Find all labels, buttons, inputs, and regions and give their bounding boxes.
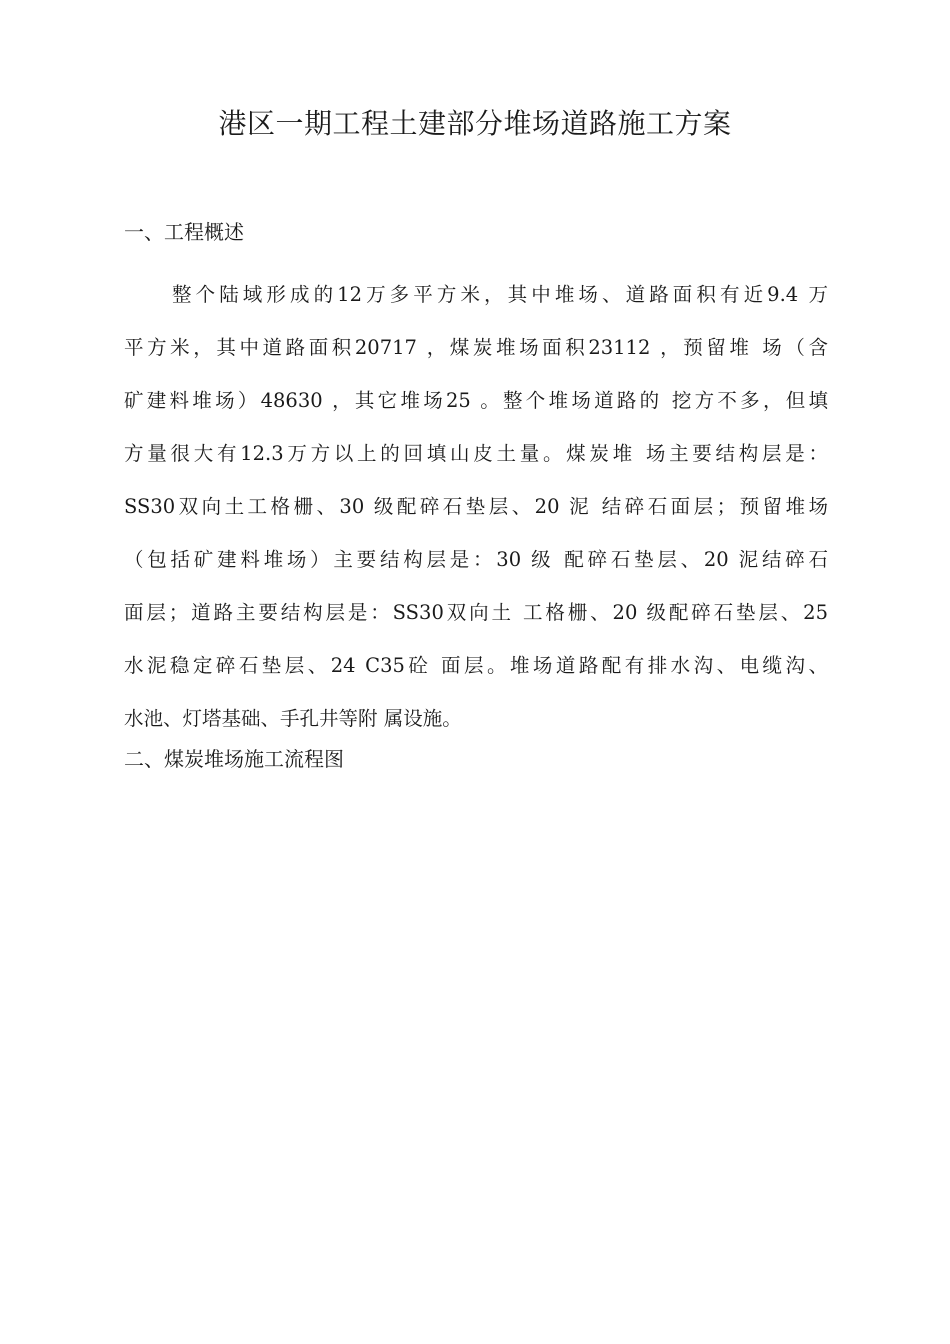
paragraph-line: 水池、灯塔基础、手孔井等附 属设施。 <box>124 707 462 730</box>
paragraph-line: （包括矿建料堆场）主要结构层是：30 级 配碎石垫层、20 泥结碎石 <box>124 548 828 571</box>
paragraph-line: 水泥稳定碎石垫层、24 C35砼 面层。堆场道路配有排水沟、电缆沟、 <box>124 654 828 677</box>
overview-paragraph <box>124 268 828 745</box>
document-title: 港区一期工程土建部分堆场道路施工方案 <box>218 107 732 140</box>
paragraph-line: SS30双向土工格栅、30 级配碎石垫层、20 泥 结碎石面层；预留堆场 <box>124 495 828 518</box>
paragraph-line: 面层；道路主要结构层是：SS30双向土 工格栅、20 级配碎石垫层、25 <box>124 601 828 624</box>
section-heading-overview: 一、工程概述 <box>124 220 244 244</box>
section-heading-flowchart: 二、煤炭堆场施工流程图 <box>124 747 344 771</box>
paragraph-line: 平方米，其中道路面积20717 ，煤炭堆场面积23112 ，预留堆 场（含 <box>124 336 828 359</box>
paragraph-line: 矿建料堆场）48630 ，其它堆场25 。整个堆场道路的 挖方不多，但填 <box>124 389 828 412</box>
paragraph-line: 整个陆域形成的12万多平方米，其中堆场、道路面积有近9.4 万 <box>172 283 828 306</box>
paragraph-line: 方量很大有12.3万方以上的回填山皮土量。煤炭堆 场主要结构层是： <box>124 442 828 465</box>
